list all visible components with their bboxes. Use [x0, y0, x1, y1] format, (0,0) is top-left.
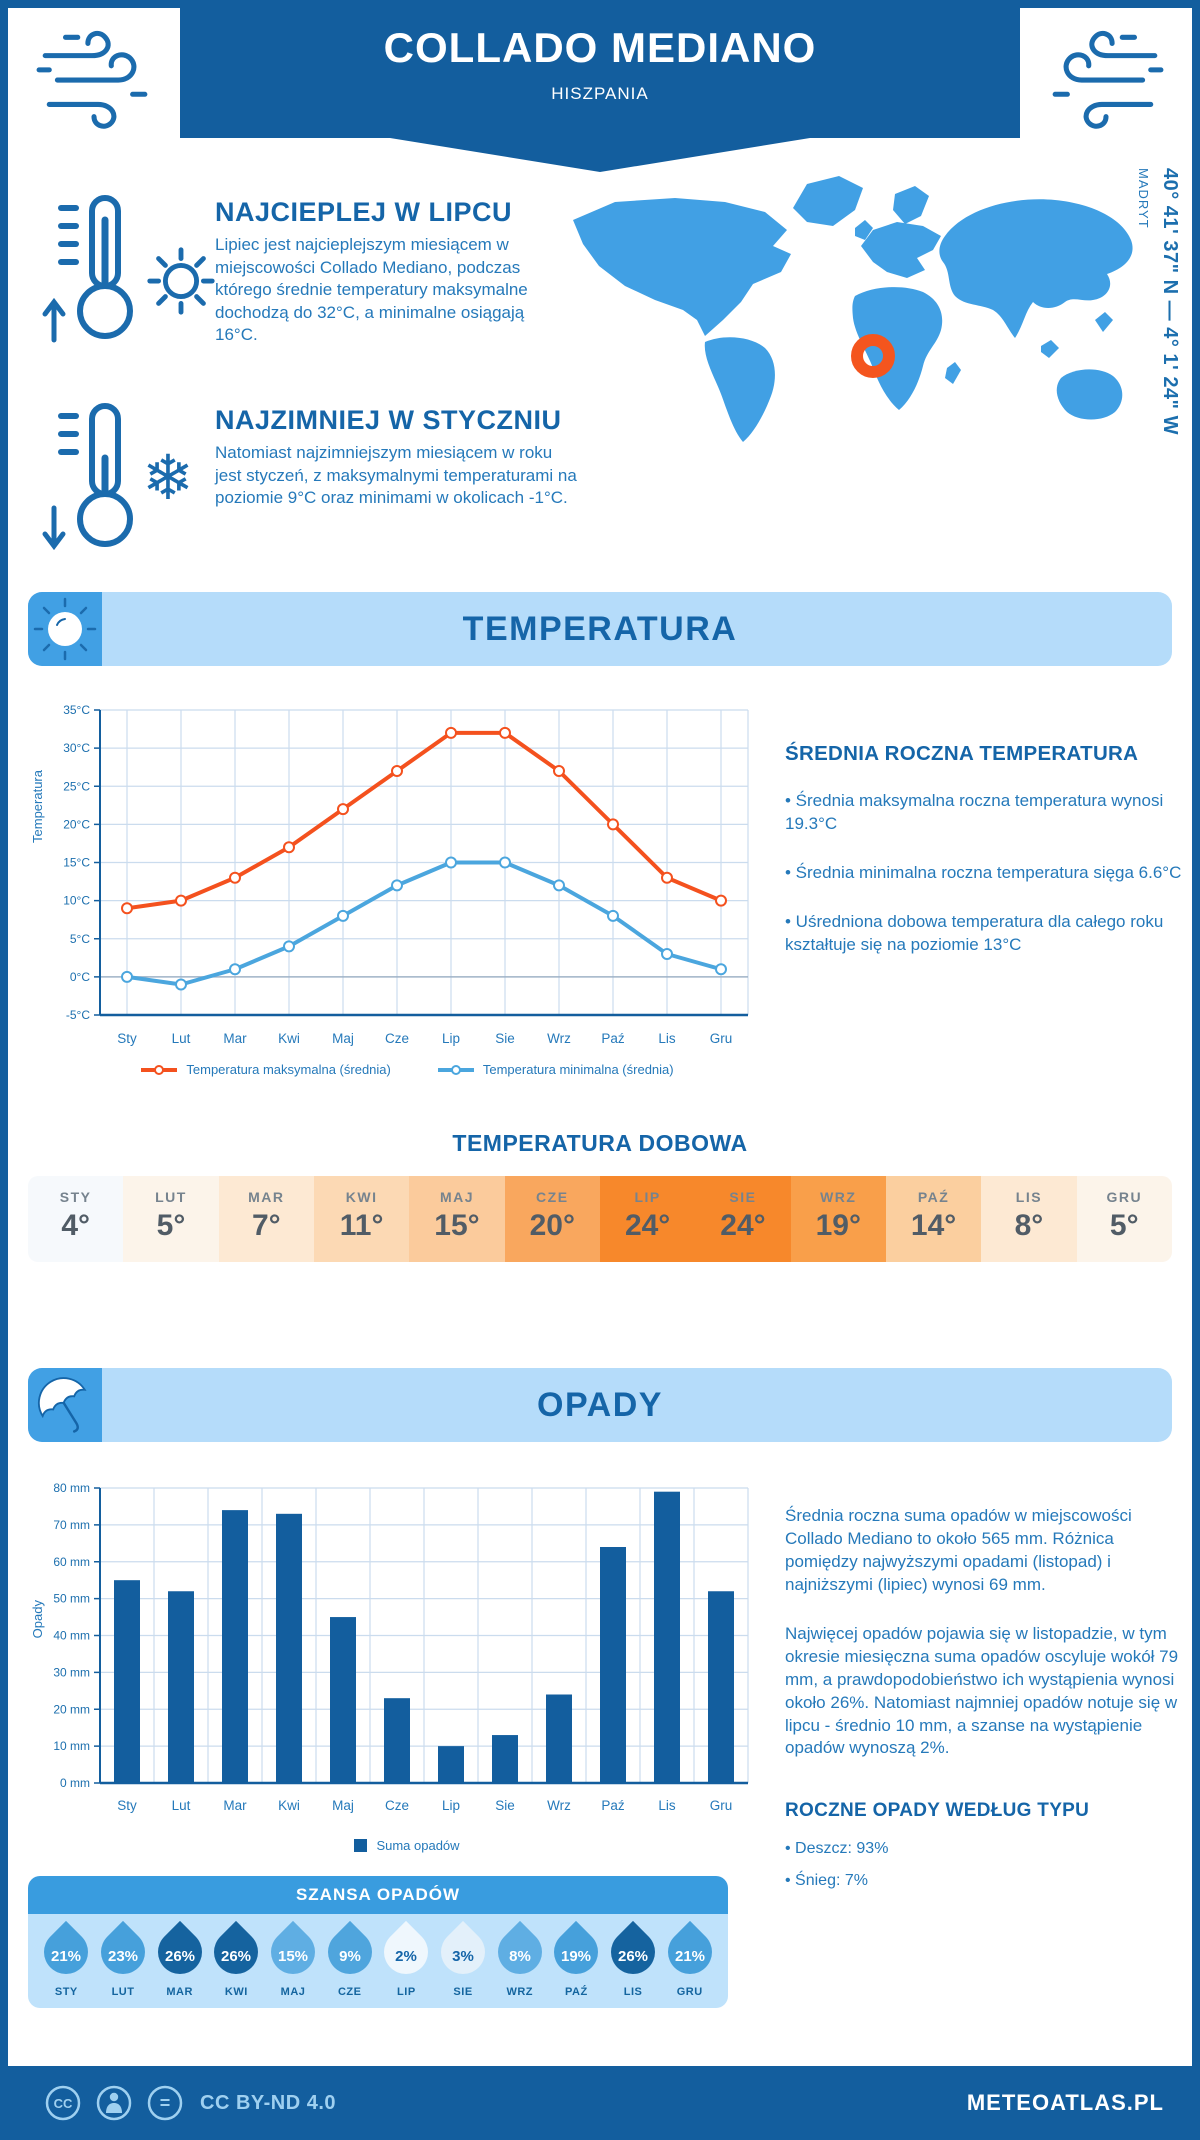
raindrop-icon [545, 1921, 607, 1983]
daily-temp-value: 24° [720, 1209, 766, 1242]
page-title: COLLADO MEDIANO [383, 24, 817, 71]
daily-temp-month: MAJ [439, 1189, 474, 1205]
chance-percent: 26% [618, 1947, 649, 1965]
raindrop-icon [432, 1921, 494, 1983]
daily-temp-value: 19° [815, 1209, 861, 1242]
temperature-summary-panel [785, 742, 1183, 983]
chance-percent: 21% [51, 1947, 82, 1965]
legend-bar-label: Suma opadów [376, 1838, 460, 1853]
page-subtitle: HISZPANIA [551, 84, 649, 103]
precip-type-bullet: • Śnieg: 7% [785, 1871, 868, 1889]
chance-drop-column [605, 1914, 662, 1998]
svg-text:Sty: Sty [117, 1798, 137, 1813]
chance-percent: 23% [107, 1947, 139, 1965]
chance-percent: 15% [278, 1947, 309, 1965]
chance-percent: 26% [164, 1947, 195, 1965]
temperature-section-header [28, 592, 1172, 666]
svg-text:10°C: 10°C [63, 893, 90, 908]
legend-min-temp [437, 1062, 674, 1077]
daily-temp-value: 11° [339, 1209, 384, 1242]
raindrop-icon [375, 1921, 437, 1983]
precip-yaxis-label: Opady [30, 1600, 45, 1639]
legend-min-marker [437, 1064, 475, 1076]
daily-temp-value: 4° [61, 1209, 90, 1242]
chance-percent: 26% [221, 1947, 252, 1965]
temperature-bullet: • Uśredniona dobowa temperatura dla całego roku kształtuje się na poziomie 13°C [785, 911, 1164, 954]
license-icons [44, 2084, 184, 2122]
svg-text:Wrz: Wrz [547, 1031, 571, 1046]
svg-text:Paź: Paź [601, 1798, 625, 1813]
daily-temp-month: MAR [248, 1189, 285, 1205]
svg-text:Lip: Lip [441, 1798, 461, 1813]
svg-text:Kwi: Kwi [278, 1798, 300, 1813]
chance-percent: 2% [395, 1947, 418, 1965]
svg-text:Mar: Mar [223, 1031, 247, 1046]
svg-text:35°C: 35°C [63, 703, 90, 717]
chance-month: KWI [224, 1986, 248, 1998]
chance-drop-column [38, 1914, 95, 1998]
daily-temp-value: 5° [156, 1209, 186, 1242]
precip-type-bullet: • Deszcz: 93% [785, 1840, 889, 1858]
daily-temp-month: LIP [634, 1189, 661, 1205]
chance-drop-column [548, 1914, 605, 1998]
chance-month: SIE [453, 1986, 473, 1998]
daily-temp-cell [219, 1176, 314, 1262]
daily-temp-cell [600, 1176, 695, 1262]
frame-top [0, 0, 1200, 8]
daily-temp-value: 5° [1109, 1209, 1139, 1242]
legend-max-marker [140, 1064, 178, 1076]
temperature-chart [52, 698, 762, 1058]
thermometer-cold-icon [40, 400, 158, 555]
footer [0, 2066, 1200, 2140]
highlight-cold-text: Natomiast najzimniejszym miesiącem w roku jest styczeń, z maksymalnymi temperaturami na poziomie 9°C oraz minimami w okolicach -1°C. [215, 443, 577, 508]
temp-yaxis-label: Temperatura [30, 770, 45, 843]
svg-text:Cze: Cze [384, 1031, 410, 1046]
chance-month: GRU [676, 1986, 703, 1998]
raindrop-icon [489, 1921, 551, 1983]
raindrop-icon [35, 1921, 97, 1983]
svg-text:20°C: 20°C [63, 817, 90, 832]
svg-text:Sie: Sie [495, 1798, 515, 1813]
raindrop-icon [149, 1921, 211, 1983]
temperature-bullet: • Średnia minimalna roczna temperatura sięga 6.6°C [785, 862, 1182, 882]
daily-temp-month: STY [59, 1189, 92, 1205]
precipitation-paragraph: Średnia roczna suma opadów w miejscowości Collado Mediano to około 565 mm. Różnica pomiędzy najwyższymi opadami (listopad) i najniższymi (lipiec) wynosi 69 mm. [785, 1506, 1132, 1594]
brand-label: METEOATLAS.PL [966, 2090, 1164, 2115]
svg-text:Gru: Gru [709, 1031, 733, 1046]
daily-temp-value: 14° [910, 1209, 957, 1242]
raindrop-icon [205, 1921, 267, 1983]
chance-drop-column [208, 1914, 265, 1998]
legend-max-temp [140, 1062, 390, 1077]
chance-drop-column [491, 1914, 548, 1998]
chance-month: PAŹ [565, 1986, 588, 1998]
daily-temp-value: 24° [624, 1209, 671, 1242]
svg-text:Wrz: Wrz [547, 1798, 571, 1813]
svg-text:Lip: Lip [441, 1031, 461, 1046]
svg-text:Maj: Maj [332, 1798, 354, 1813]
precipitation-chance-title: SZANSA OPADÓW [28, 1876, 728, 1914]
svg-text:Lut: Lut [171, 1031, 191, 1046]
header-left-box [8, 8, 180, 148]
raindrop-icon [659, 1921, 721, 1983]
svg-text:5°C: 5°C [69, 931, 90, 946]
chance-percent: 21% [674, 1947, 705, 1965]
chance-percent: 9% [338, 1947, 361, 1965]
chance-percent: 19% [561, 1947, 592, 1965]
chance-drop-column [661, 1914, 718, 1998]
svg-text:0°C: 0°C [69, 969, 90, 984]
daily-temp-cell [123, 1176, 218, 1262]
daily-temp-cell [886, 1176, 981, 1262]
coordinates-text: 40° 41' 37" N — 4° 1' 24" W [1159, 168, 1181, 435]
svg-text:Mar: Mar [223, 1798, 247, 1813]
precipitation-text-panel [785, 1505, 1183, 1918]
precipitation-chance-box [28, 1876, 728, 2008]
chance-drop-column [378, 1914, 435, 1998]
raindrop-icon [319, 1921, 381, 1983]
svg-text:Lis: Lis [658, 1031, 676, 1046]
svg-text:60 mm: 60 mm [53, 1554, 90, 1569]
geo-coordinates [1136, 168, 1181, 435]
precipitation-chart [52, 1478, 762, 1823]
frame-right [1192, 0, 1200, 2140]
daily-temp-cell [28, 1176, 123, 1262]
svg-text:10 mm: 10 mm [53, 1739, 90, 1754]
highlight-warm-text: Lipiec jest najcieplejszym miesiącem w miejscowości Collado Mediano, podczas którego średnie temperatury maksymalne dochodzą do 32°C, a minimalne osiągają 16°C. [215, 235, 528, 345]
svg-text:15°C: 15°C [63, 855, 90, 870]
svg-text:Maj: Maj [332, 1031, 354, 1046]
daily-temp-month: WRZ [820, 1189, 857, 1205]
precipitation-chance-drops [28, 1914, 728, 2008]
chance-month: LIS [623, 1986, 643, 1998]
chance-month: MAJ [280, 1986, 306, 1998]
svg-text:50 mm: 50 mm [53, 1591, 90, 1606]
attribution-person-icon [95, 2084, 133, 2122]
temperature-bullet: • Średnia maksymalna roczna temperatura wynosi 19.3°C [785, 791, 1164, 833]
chance-month: LIP [397, 1986, 416, 1998]
daily-temp-value: 15° [434, 1209, 480, 1242]
daily-temp-cell [409, 1176, 504, 1262]
legend-max-label: Temperatura maksymalna (średnia) [186, 1062, 391, 1077]
svg-text:Sie: Sie [495, 1031, 515, 1046]
svg-text:-5°C: -5°C [65, 1008, 90, 1022]
legend-min-label: Temperatura minimalna (średnia) [482, 1062, 674, 1077]
precipitation-paragraph: Najwięcej opadów pojawia się w listopadzie, w tym okresie miesięczna suma opadów oscyluje wokół 79 mm, a prawdopodobieństwo ich wystąpienia wynosi około 26%. Natomiast najmniej opadów notuje się w lipcu - średnio 10 mm, a szanse na wystąpienie opadów wynoszą 2%. [785, 1623, 1179, 1758]
thermometer-hot-icon [40, 192, 158, 347]
temp-chart-legend [52, 1062, 762, 1077]
daily-temp-cell [791, 1176, 886, 1262]
no-derivatives-icon [146, 2084, 184, 2122]
raindrop-icon [262, 1921, 324, 1983]
precipitation-section-header [28, 1368, 1172, 1442]
temperature-section-title: TEMPERATURA [462, 609, 738, 648]
daily-temp-month: LUT [155, 1189, 187, 1205]
svg-text:0 mm: 0 mm [60, 1776, 90, 1790]
chance-month: STY [54, 1986, 78, 1998]
sun-icon [142, 242, 220, 320]
raindrop-icon [92, 1921, 154, 1983]
svg-text:CC: CC [53, 2096, 73, 2111]
daily-temp-cell [695, 1176, 790, 1262]
svg-text:Paź: Paź [601, 1031, 625, 1046]
chance-drop-column [265, 1914, 322, 1998]
wind-icon [33, 17, 155, 139]
svg-text:70 mm: 70 mm [53, 1517, 90, 1532]
svg-text:Lut: Lut [171, 1798, 191, 1813]
chance-drop-column [151, 1914, 208, 1998]
svg-text:30 mm: 30 mm [53, 1665, 90, 1680]
world-map [555, 150, 1140, 445]
daily-temp-value: 7° [251, 1209, 281, 1242]
svg-text:Gru: Gru [709, 1798, 733, 1813]
svg-text:80 mm: 80 mm [53, 1481, 90, 1495]
svg-text:25°C: 25°C [63, 779, 90, 794]
daily-temperature-title: TEMPERATURA DOBOWA [452, 1130, 748, 1156]
world-map-svg [555, 150, 1140, 445]
chance-month: CZE [337, 1986, 362, 1998]
daily-temp-cell [1077, 1176, 1172, 1262]
chance-month: MAR [166, 1986, 193, 1998]
svg-text:Sty: Sty [117, 1031, 137, 1046]
svg-text:=: = [159, 2093, 171, 2113]
nearby-city: MADRYT [1136, 168, 1151, 229]
chance-drop-column [435, 1914, 492, 1998]
svg-text:20 mm: 20 mm [53, 1702, 90, 1717]
snowflake-icon: ❄ [142, 444, 194, 513]
cc-icon [44, 2084, 82, 2122]
daily-temp-month: SIE [729, 1189, 757, 1205]
chance-drop-column [95, 1914, 152, 1998]
svg-text:Kwi: Kwi [278, 1031, 300, 1046]
svg-text:Cze: Cze [384, 1798, 410, 1813]
precip-type-title: ROCZNE OPADY WEDŁUG TYPU [785, 1800, 1090, 1822]
temperature-summary-title: ŚREDNIA ROCZNA TEMPERATURA [785, 742, 1139, 765]
svg-text:30°C: 30°C [63, 741, 90, 756]
daily-temp-month: PAŹ [917, 1189, 950, 1205]
highlight-warm-title: NAJCIEPLEJ W LIPCU [215, 197, 513, 227]
license-label: CC BY-ND 4.0 [200, 2091, 337, 2114]
chance-month: LUT [111, 1986, 135, 1998]
precip-chart-legend [52, 1838, 762, 1853]
daily-temp-cell [505, 1176, 600, 1262]
precipitation-section-title: OPADY [537, 1385, 663, 1424]
chance-percent: 8% [508, 1947, 531, 1965]
daily-temp-value: 8° [1014, 1209, 1044, 1242]
raindrop-icon [602, 1921, 664, 1983]
daily-temperature-table [28, 1176, 1172, 1262]
frame-left [0, 0, 8, 2140]
chance-month: WRZ [506, 1986, 533, 1998]
wind-icon [1045, 17, 1167, 139]
daily-temp-cell [314, 1176, 409, 1262]
daily-temp-month: CZE [536, 1189, 569, 1205]
legend-bar-marker [354, 1839, 367, 1852]
daily-temp-month: KWI [345, 1189, 378, 1205]
svg-text:Lis: Lis [658, 1798, 676, 1813]
daily-temp-month: GRU [1106, 1189, 1143, 1205]
svg-text:40 mm: 40 mm [53, 1628, 90, 1643]
chance-drop-column [321, 1914, 378, 1998]
header-right-box [1020, 8, 1192, 148]
daily-temp-value: 20° [529, 1209, 575, 1242]
daily-temp-month: LIS [1015, 1189, 1043, 1205]
highlight-cold-title: NAJZIMNIEJ W STYCZNIU [215, 405, 562, 435]
chance-percent: 3% [452, 1947, 474, 1965]
daily-temp-cell [981, 1176, 1076, 1262]
